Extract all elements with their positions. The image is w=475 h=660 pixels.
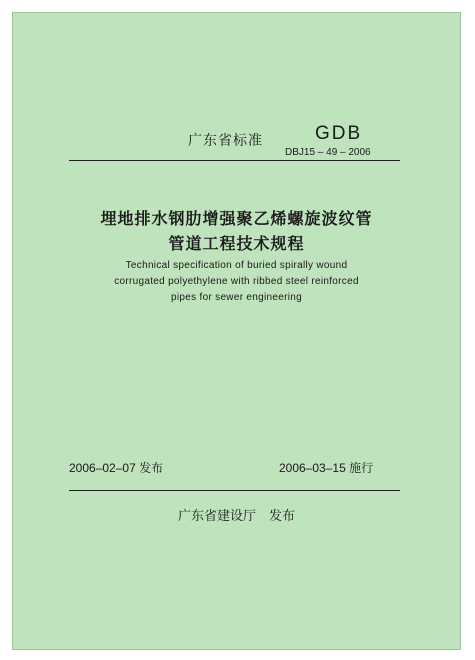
implement-date-label: 施行 [349, 461, 374, 475]
title-chinese-line-1: 埋地排水钢肋增强聚乙烯螺旋波纹管 [100, 209, 373, 228]
implement-date [279, 459, 373, 476]
title-english-line-3: pipes for sewer engineering [171, 292, 302, 303]
top-divider [69, 160, 400, 161]
title-english-line-1: Technical specification of buried spirally wound [125, 260, 348, 271]
standard-label: 广东省标准 [188, 133, 263, 149]
standard-code: GDB [315, 123, 363, 144]
document-cover [12, 12, 461, 650]
bottom-divider [69, 490, 400, 491]
issue-date-value: 2006–02–07 [69, 461, 136, 475]
publisher: 广东省建设厅 发布 [177, 509, 295, 524]
title-english-line-2: corrugated polyethylene with ribbed steel reinforced [114, 276, 359, 287]
title-chinese-line-2: 管道工程技术规程 [168, 234, 305, 253]
implement-date-value: 2006–03–15 [279, 461, 346, 475]
issue-date [69, 459, 163, 476]
issue-date-label: 发布 [139, 461, 164, 475]
standard-number: DBJ15 – 49 – 2006 [285, 147, 371, 158]
